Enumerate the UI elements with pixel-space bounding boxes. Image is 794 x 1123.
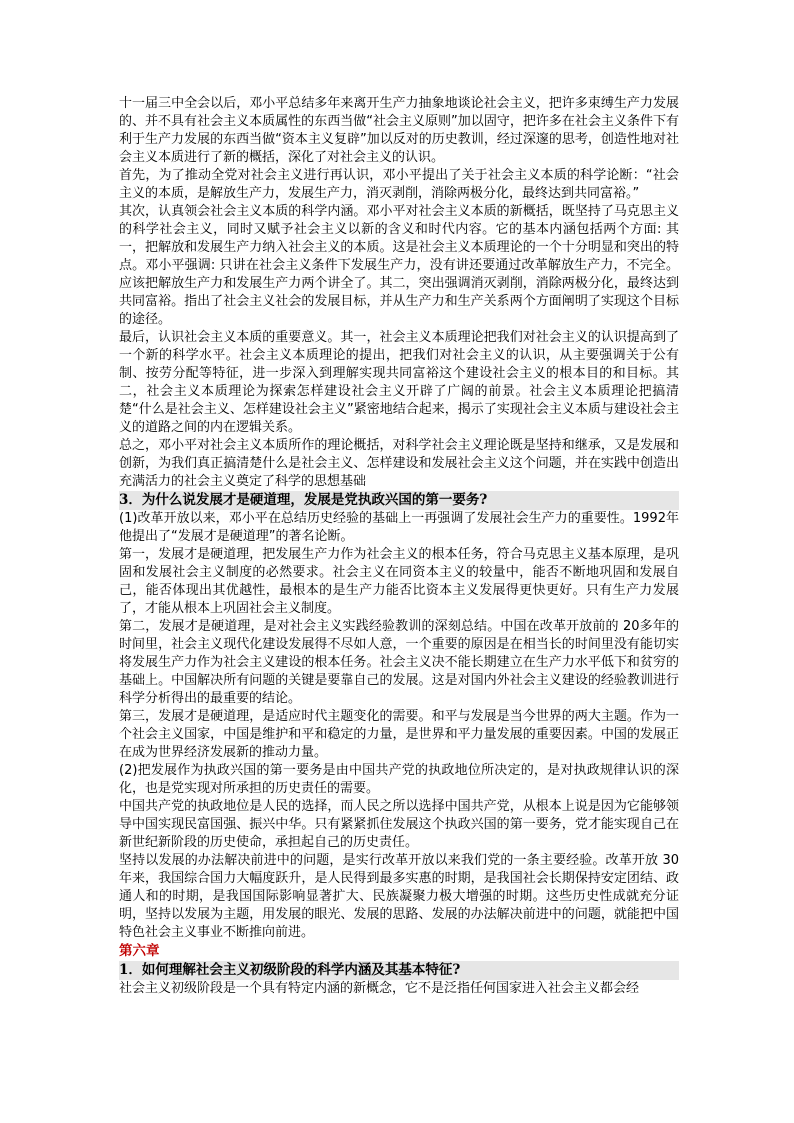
body-paragraph: 第三，发展才是硬道理，是适应时代主题变化的需要。和平与发展是当今世界的两大主题。作为一个社会主义国家，中国是维护和平和稳定的力量，是世界和平力量发展的重要因素。中国的发展正在成为世界经济发展新的推动力量。: [119, 709, 679, 760]
body-paragraph: 第二，发展才是硬道理，是对社会主义实践经验教训的深刻总结。中国在改革开放前的 20多年的时间里，社会主义现代化建设发展得不尽如人意，一个重要的原因是在相当长的时间里没有能切实将发展生产力作为社会主义建设的根本任务。社会主义决不能长期建立在生产力水平低下和贫穷的基础上。中国解决所有问题的关键是要靠自己的发展。这是对国内外社会主义建设的经验教训进行科学分析得出的最重要的结论。: [119, 619, 679, 706]
body-paragraph: 中国共产党的执政地位是人民的选择，而人民之所以选择中国共产党，从根本上说是因为它能够领导中国实现民富国强、振兴中华。只有紧紧抓住发展这个执政兴国的第一要务，党才能实现自己在新世纪新阶段的历史使命，承担起自己的历史责任。: [119, 799, 679, 850]
body-paragraph: 第一，发展才是硬道理，把发展生产力作为社会主义的根本任务，符合马克思主义基本原理，是巩固和发展社会主义制度的必然要求。社会主义在同资本主义的较量中，能否不断地巩固和发展自己，能否体现出其优越性，最根本的是生产力能否比资本主义发展得更快更好。只有生产力发展了，才能从根本上巩固社会主义制度。: [119, 547, 679, 616]
body-paragraph: 最后，认识社会主义本质的重要意义。其一，社会主义本质理论把我们对社会主义的认识提高到了一个新的科学水平。社会主义本质理论的提出，把我们对社会主义的认识，从主要强调关于公有制、按劳分配等特征，进一步深入到理解实现共同富裕这个建设社会主义的根本目的和目标。其二，社会主义本质理论为探索怎样建设社会主义开辟了广阔的前景。社会主义本质理论把搞清楚“什么是社会主义、怎样建设社会主义”紧密地结合起来，揭示了实现社会主义本质与建设社会主义的道路之间的内在逻辑关系。: [119, 330, 679, 435]
chapter-heading: 第六章: [119, 943, 160, 959]
body-paragraph: 社会主义初级阶段是一个具有特定内涵的新概念，它不是泛指任何国家进入社会主义都会经: [119, 981, 640, 996]
body-paragraph: (1)改革开放以来，邓小平在总结历史经验的基础上一再强调了发展社会生产力的重要性。1992年他提出了“发展才是硬道理”的著名论断。: [119, 511, 679, 544]
question-heading: 3．为什么说发展才是硬道理，发展是党执政兴国的第一要务?: [119, 491, 679, 510]
body-paragraph: (2)把发展作为执政兴国的第一要务是由中国共产党的执政地位所决定的，是对执政规律认识的深化，也是党实现对所承担的历史责任的需要。: [119, 763, 679, 796]
document-page: [119, 95, 679, 998]
body-paragraph: 十一届三中全会以后，邓小平总结多年来离开生产力抽象地谈论社会主义，把许多束缚生产力发展的、并不具有社会主义本质属性的东西当做“社会主义原则”加以固守，把许多在社会主义条件下有利于生产力发展的东西当做“资本主义复辟”加以反对的历史教训，经过深邃的思考，创造性地对社会主义本质进行了新的概括，深化了对社会主义的认识。: [119, 96, 679, 165]
body-paragraph: 总之，邓小平对社会主义本质所作的理论概括，对科学社会主义理论既是坚持和继承，又是发展和创新，为我们真正搞清楚什么是社会主义、怎样建设和发展社会主义这个问题，并在实践中创造出充满活力的社会主义奠定了科学的思想基础: [119, 438, 679, 489]
body-paragraph: 坚持以发展的办法解决前进中的问题，是实行改革开放以来我们党的一条主要经验。改革开放 30年来，我国综合国力大幅度跃升，是人民得到最多实惠的时期，是我国社会长期保持安定团结、政通人和的时期，是我国国际影响显著扩大、民族凝聚力极大增强的时期。这些历史性成就充分证明，坚持以发展为主题，用发展的眼光、发展的思路、发展的办法解决前进中的问题，就能把中国特色社会主义事业不断推向前进。: [119, 853, 679, 940]
question-heading: 1．如何理解社会主义初级阶段的科学内涵及其基本特征?: [119, 961, 679, 980]
body-paragraph: 其次，认真领会社会主义本质的科学内涵。邓小平对社会主义本质的新概括，既坚持了马克思主义的科学社会主义，同时又赋予社会主义以新的含义和时代内容。它的基本内涵包括两个方面: 其一，把解放和发展生产力纳入社会主义的本质。这是社会主义本质理论的一个十分明显和突出的特点。邓小平强调: 只讲在社会主义条件下发展生产力，没有讲还要通过改革解放生产力，不完全。应该把解放生产力和发展生产力两个讲全了。其二，突出强调消灭剥削，消除两极分化，最终达到共同富裕。指出了社会主义社会的发展目标，并从生产力和生产关系两个方面阐明了实现这个目标的途径。: [119, 204, 679, 327]
body-paragraph: 首先，为了推动全党对社会主义进行再认识，邓小平提出了关于社会主义本质的科学论断：“社会主义的本质，是解放生产力，发展生产力，消灭剥削，消除两极分化，最终达到共同富裕。”: [119, 168, 679, 201]
